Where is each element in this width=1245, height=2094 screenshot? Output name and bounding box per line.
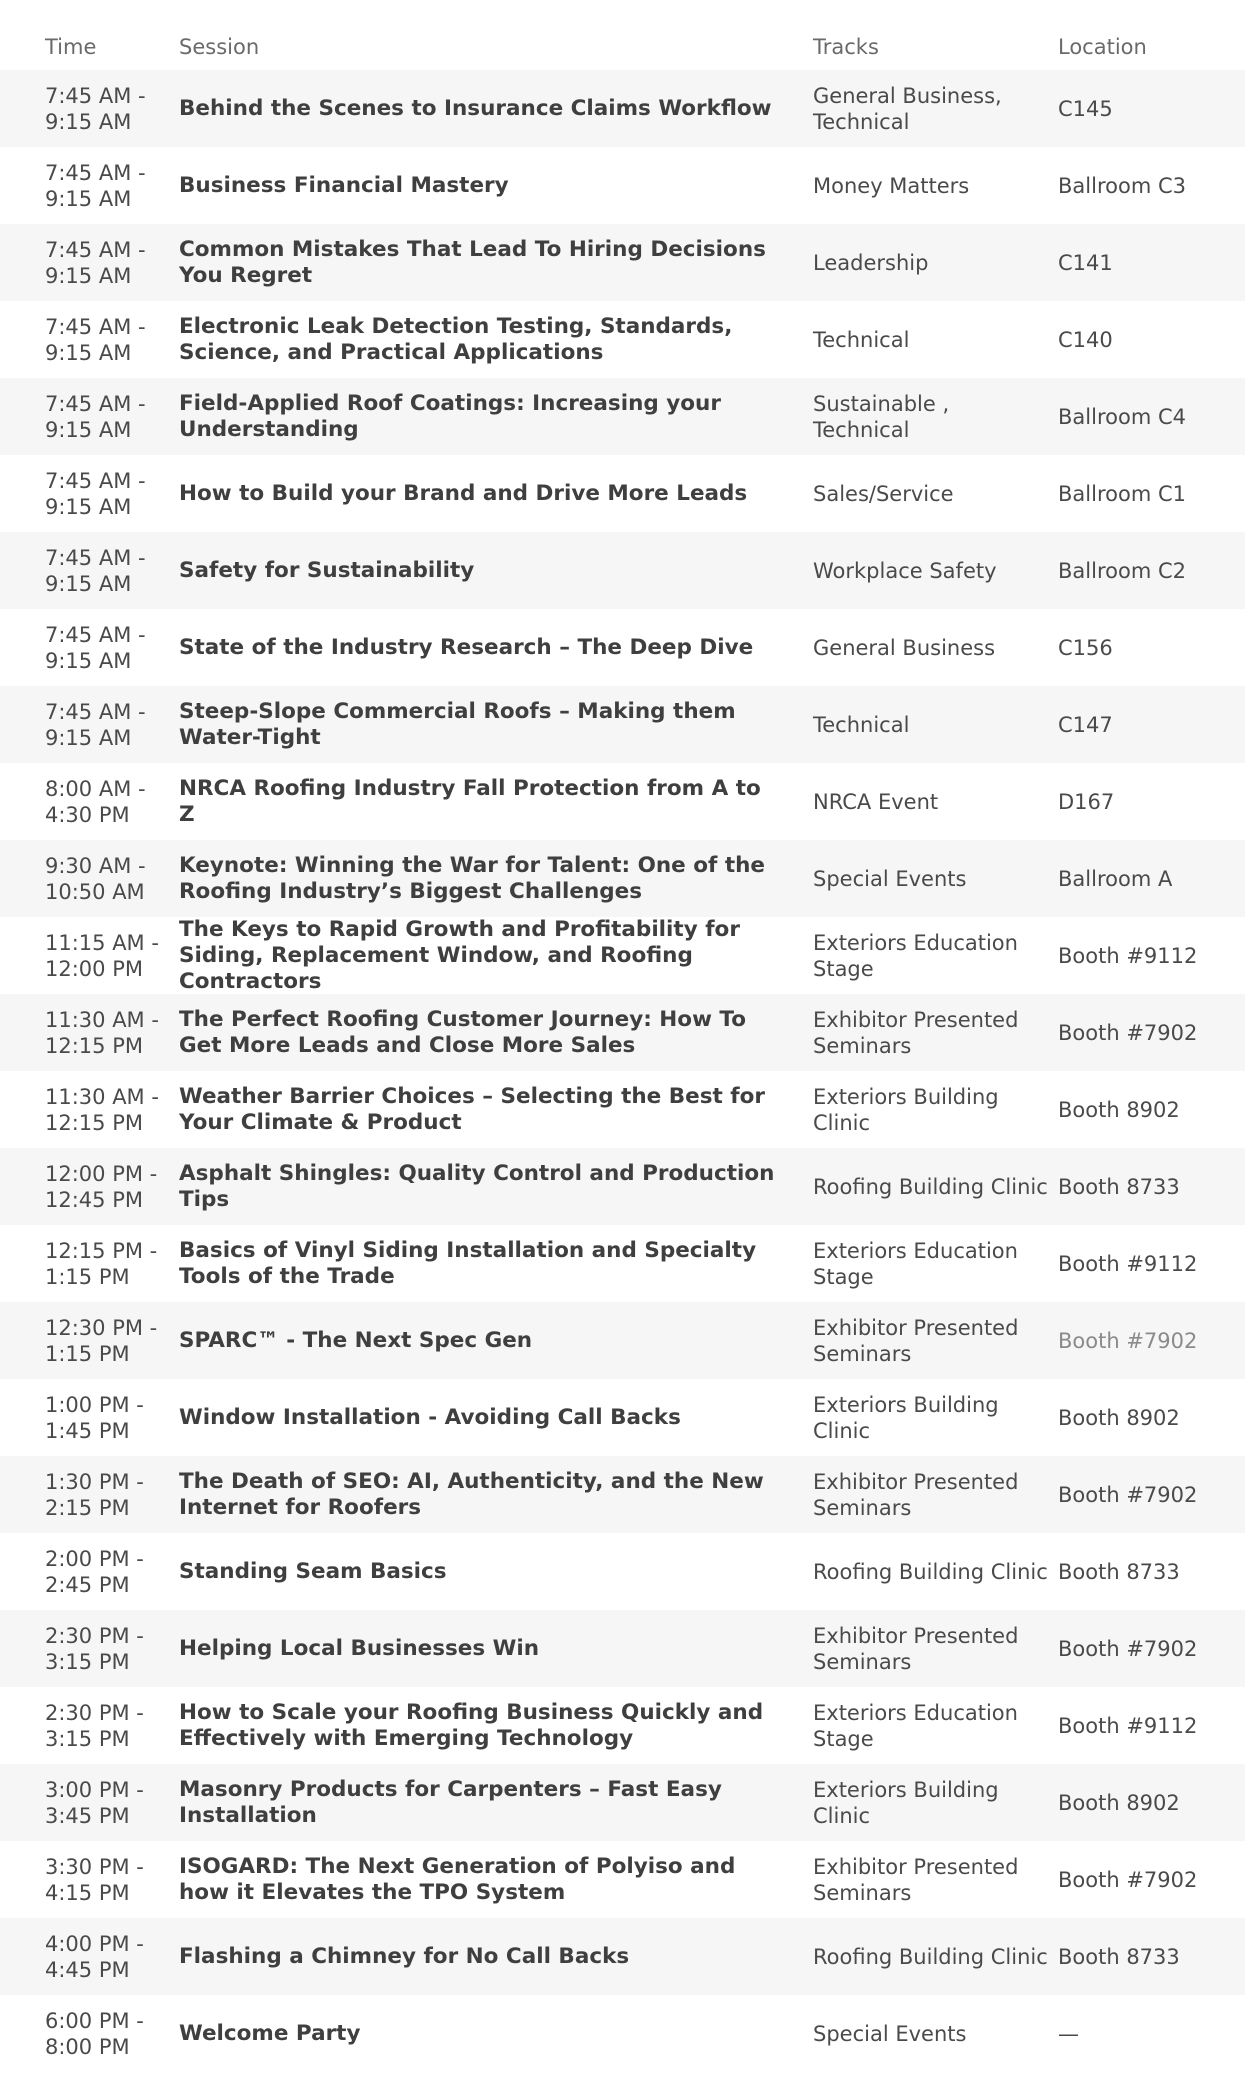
session-time: 7:45 AM - 9:15 AM [45,545,146,596]
session-location: Booth #9112 [1058,1251,1198,1276]
session-location: Ballroom C1 [1058,481,1186,506]
table-row[interactable] [0,1148,1245,1225]
table-body [0,70,1245,2072]
table-row[interactable] [0,1533,1245,1610]
session-time: 4:00 PM - 4:45 PM [45,1931,144,1982]
session-time: 2:30 PM - 3:15 PM [45,1623,144,1674]
table-row[interactable] [0,609,1245,686]
table-row[interactable] [0,763,1245,840]
session-location: D167 [1058,789,1115,814]
session-title[interactable]: Safety for Sustainability [179,557,475,583]
session-title[interactable]: Steep-Slope Commercial Roofs – Making them Water-Tight [179,698,736,750]
session-location: Booth #7902 [1058,1328,1198,1353]
session-location: Ballroom A [1058,866,1173,891]
table-row[interactable] [0,70,1245,147]
session-location: Ballroom C2 [1058,558,1186,583]
session-title[interactable]: Helping Local Businesses Win [179,1635,540,1661]
session-title[interactable]: NRCA Roofing Industry Fall Protection from A to Z [179,775,761,827]
session-location: Booth 8733 [1058,1559,1180,1584]
table-row[interactable] [0,455,1245,532]
table-row[interactable] [0,1687,1245,1764]
session-tracks: Money Matters [813,173,970,198]
session-tracks: General Business [813,635,996,660]
session-time: 7:45 AM - 9:15 AM [45,160,146,211]
session-location: Booth 8733 [1058,1944,1180,1969]
session-time: 2:00 PM - 2:45 PM [45,1546,144,1597]
session-time: 2:30 PM - 3:15 PM [45,1700,144,1751]
session-location: Booth 8902 [1058,1790,1180,1815]
table-row[interactable] [0,1995,1245,2072]
session-tracks: Leadership [813,250,929,275]
session-tracks: Exteriors Building Clinic [813,1392,999,1443]
table-row[interactable] [0,224,1245,301]
session-tracks: Technical [813,327,910,352]
table-row[interactable] [0,1071,1245,1148]
session-time: 8:00 AM - 4:30 PM [45,776,146,827]
session-time: 7:45 AM - 9:15 AM [45,83,146,134]
session-title[interactable]: Electronic Leak Detection Testing, Standards, Science, and Practical Applications [179,313,733,365]
session-location: Ballroom C3 [1058,173,1186,198]
session-title[interactable]: Asphalt Shingles: Quality Control and Production Tips [179,1160,775,1212]
session-title[interactable]: How to Scale your Roofing Business Quickly and Effectively with Emerging Technology [179,1699,764,1751]
session-tracks: Roofing Building Clinic [813,1174,1048,1199]
session-tracks: Exteriors Education Stage [813,1238,1018,1289]
session-location: C145 [1058,96,1113,121]
session-time: 7:45 AM - 9:15 AM [45,699,146,750]
session-tracks: Exhibitor Presented Seminars [813,1854,1019,1905]
table-row[interactable] [0,917,1245,994]
table-row[interactable] [0,686,1245,763]
session-time: 11:15 AM - 12:00 PM [45,930,159,981]
session-title[interactable]: Business Financial Mastery [179,172,509,198]
session-time: 9:30 AM - 10:50 AM [45,853,146,904]
session-title[interactable]: Masonry Products for Carpenters – Fast Easy Installation [179,1776,722,1828]
table-row[interactable] [0,147,1245,224]
session-time: 12:15 PM - 1:15 PM [45,1238,158,1289]
session-tracks: Exhibitor Presented Seminars [813,1469,1019,1520]
session-time: 7:45 AM - 9:15 AM [45,391,146,442]
session-location: C141 [1058,250,1113,275]
table-row[interactable] [0,1302,1245,1379]
session-tracks: NRCA Event [813,789,939,814]
header-time: Time [45,35,97,59]
session-location: Booth 8733 [1058,1174,1180,1199]
session-tracks: General Business, Technical [813,83,1002,134]
session-tracks: Special Events [813,866,967,891]
session-location: Booth 8902 [1058,1097,1180,1122]
session-time: 12:30 PM - 1:15 PM [45,1315,158,1366]
session-tracks: Exhibitor Presented Seminars [813,1315,1019,1366]
table-row[interactable] [0,1456,1245,1533]
session-tracks: Technical [813,712,910,737]
session-tracks: Workplace Safety [813,558,997,583]
session-time: 1:00 PM - 1:45 PM [45,1392,144,1443]
table-row[interactable] [0,1610,1245,1687]
table-row[interactable] [0,532,1245,609]
session-location: Booth #7902 [1058,1867,1198,1892]
session-title[interactable]: Standing Seam Basics [179,1558,447,1584]
session-title[interactable]: The Perfect Roofing Customer Journey: How To Get More Leads and Close More Sales [179,1006,746,1058]
session-time: 6:00 PM - 8:00 PM [45,2008,144,2059]
session-time: 11:30 AM - 12:15 PM [45,1084,159,1135]
table-row[interactable] [0,994,1245,1071]
session-title[interactable]: Behind the Scenes to Insurance Claims Workflow [179,95,772,121]
session-location: Booth #7902 [1058,1020,1198,1045]
session-tracks: Sustainable , Technical [813,391,950,442]
session-time: 1:30 PM - 2:15 PM [45,1469,144,1520]
session-location: Booth #7902 [1058,1482,1198,1507]
session-title[interactable]: Basics of Vinyl Siding Installation and Specialty Tools of the Trade [179,1237,757,1289]
session-tracks: Roofing Building Clinic [813,1559,1048,1584]
session-location: Booth #7902 [1058,1636,1198,1661]
session-tracks: Exteriors Education Stage [813,930,1018,981]
session-title[interactable]: Keynote: Winning the War for Talent: One of the Roofing Industry’s Biggest Challenges [179,852,766,904]
table-row[interactable] [0,1225,1245,1302]
header-session: Session [179,35,260,59]
session-title[interactable]: Flashing a Chimney for No Call Backs [179,1943,630,1969]
session-tracks: Exteriors Education Stage [813,1700,1018,1751]
session-location: C140 [1058,327,1113,352]
table-header [0,0,1245,70]
session-title[interactable]: Common Mistakes That Lead To Hiring Decisions You Regret [179,236,766,288]
session-time: 7:45 AM - 9:15 AM [45,237,146,288]
session-title[interactable]: ISOGARD: The Next Generation of Polyiso and how it Elevates the TPO System [179,1853,736,1905]
session-time: 7:45 AM - 9:15 AM [45,622,146,673]
table-row[interactable] [0,1764,1245,1841]
session-time: 12:00 PM - 12:45 PM [45,1161,158,1212]
session-title[interactable]: Window Installation - Avoiding Call Backs [179,1404,681,1430]
session-tracks: Exhibitor Presented Seminars [813,1007,1019,1058]
session-tracks: Roofing Building Clinic [813,1944,1048,1969]
session-location: Booth #9112 [1058,943,1198,968]
session-title[interactable]: SPARC™ - The Next Spec Gen [179,1327,533,1353]
session-title[interactable]: The Death of SEO: AI, Authenticity, and the New Internet for Roofers [179,1468,764,1520]
session-time: 3:30 PM - 4:15 PM [45,1854,144,1905]
session-title[interactable]: How to Build your Brand and Drive More Leads [179,480,748,506]
table-row[interactable] [0,378,1245,455]
session-location: C156 [1058,635,1113,660]
session-location: Booth #9112 [1058,1713,1198,1738]
session-time: 7:45 AM - 9:15 AM [45,314,146,365]
session-title[interactable]: Welcome Party [179,2020,361,2046]
session-time: 3:00 PM - 3:45 PM [45,1777,144,1828]
table-row[interactable] [0,840,1245,917]
header-tracks: Tracks [813,35,879,59]
header-location: Location [1058,35,1147,59]
session-location: Ballroom C4 [1058,404,1186,429]
session-title[interactable]: The Keys to Rapid Growth and Profitability for Siding, Replacement Window, and Roofing Contractors [179,916,740,994]
session-title[interactable]: State of the Industry Research – The Deep Dive [179,634,754,660]
session-location: Booth 8902 [1058,1405,1180,1430]
session-time: 11:30 AM - 12:15 PM [45,1007,159,1058]
session-tracks: Exteriors Building Clinic [813,1084,999,1135]
table-row[interactable] [0,1841,1245,1918]
table-row[interactable] [0,301,1245,378]
session-tracks: Sales/Service [813,481,954,506]
session-time: 7:45 AM - 9:15 AM [45,468,146,519]
table-row[interactable] [0,1918,1245,1995]
session-location: C147 [1058,712,1113,737]
session-tracks: Special Events [813,2021,967,2046]
table-row[interactable] [0,1379,1245,1456]
session-title[interactable]: Field-Applied Roof Coatings: Increasing your Understanding [179,390,721,442]
session-title[interactable]: Weather Barrier Choices – Selecting the Best for Your Climate & Product [179,1083,766,1135]
session-tracks: Exteriors Building Clinic [813,1777,999,1828]
session-location: — [1058,2021,1079,2046]
session-tracks: Exhibitor Presented Seminars [813,1623,1019,1674]
